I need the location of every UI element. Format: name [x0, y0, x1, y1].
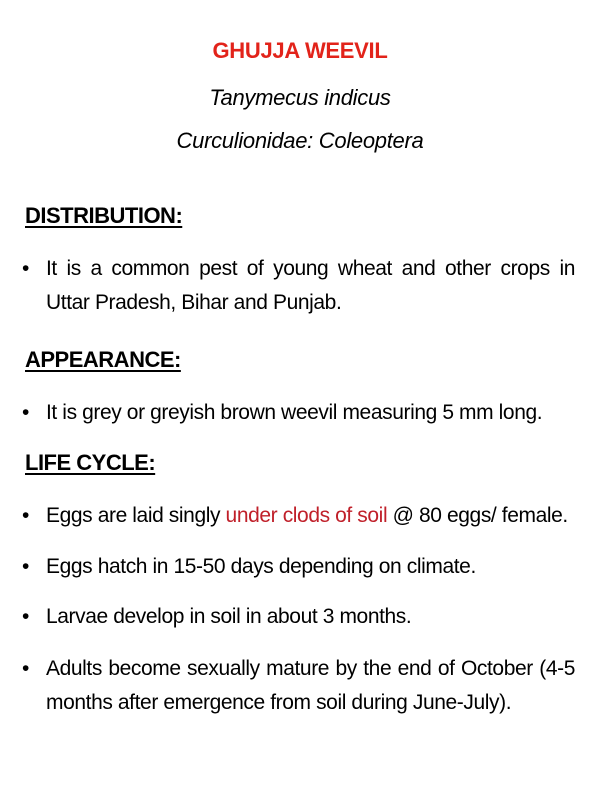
highlighted-text: under clods of soil	[225, 504, 388, 527]
bullet-text-before: Eggs are laid singly	[46, 504, 226, 527]
life-cycle-bullet-eggs-hatch	[22, 550, 575, 584]
bullet-text: Adults become sexually mature by the end of October (4-5 months after emergence from soil during June-July).	[46, 657, 575, 714]
bullet-text: It is a common pest of young wheat and other crops in Uttar Pradesh, Bihar and Punjab.	[46, 257, 575, 314]
bullet-icon: •	[22, 605, 29, 628]
bullet-icon: •	[22, 504, 29, 527]
distribution-bullet	[22, 252, 575, 320]
appearance-heading: APPEARANCE:	[25, 347, 181, 372]
life-cycle-bullet-larvae	[22, 600, 575, 634]
bullet-text: Larvae develop in soil in about 3 months.	[46, 605, 412, 628]
bullet-text	[46, 499, 575, 533]
life-cycle-bullet-eggs-laid	[22, 499, 575, 533]
appearance-bullet	[22, 396, 575, 430]
bullet-icon: •	[22, 657, 29, 680]
scientific-name: Tanymecus indicus	[209, 85, 391, 110]
page-title: GHUJJA WEEVIL	[212, 38, 388, 63]
life-cycle-bullet-adults	[22, 652, 575, 720]
life-cycle-heading: LIFE CYCLE:	[25, 450, 156, 475]
distribution-heading: DISTRIBUTION:	[25, 203, 183, 228]
bullet-icon: •	[22, 555, 29, 578]
bullet-text: It is grey or greyish brown weevil measuring 5 mm long.	[46, 401, 543, 424]
taxonomic-classification: Curculionidae: Coleoptera	[176, 128, 424, 153]
bullet-text: Eggs hatch in 15-50 days depending on climate.	[46, 555, 476, 578]
bullet-text-after: @ 80 eggs/ female.	[387, 504, 568, 527]
bullet-icon: •	[22, 401, 29, 424]
bullet-icon: •	[22, 257, 29, 280]
